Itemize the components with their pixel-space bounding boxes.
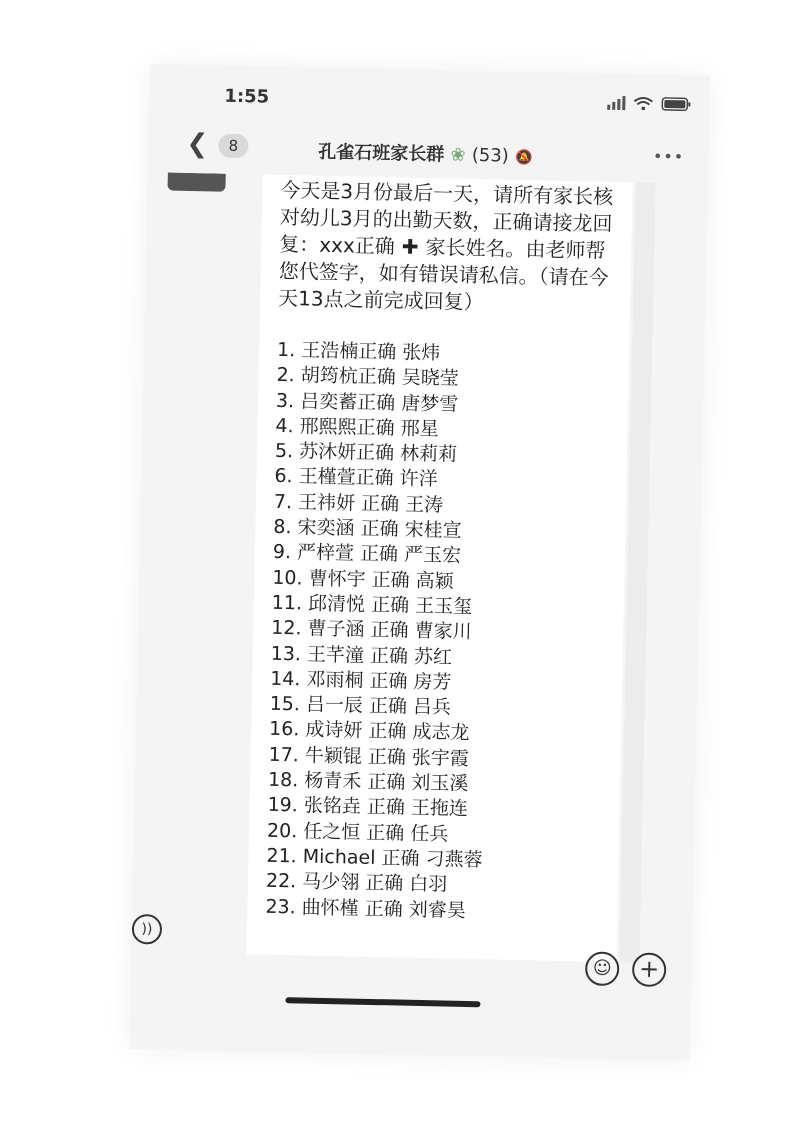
- signal-icon: [607, 96, 625, 110]
- avatar[interactable]: [167, 173, 225, 192]
- phone-screen: [129, 64, 710, 1061]
- list-item: 8. 宋奕涵 正确 宋桂宣: [273, 515, 462, 542]
- list-item: 20. 任之恒 正确 任兵: [266, 819, 449, 846]
- voice-icon[interactable]: )): [132, 914, 163, 945]
- list-item: 1. 王浩楠正确 张炜: [276, 338, 441, 365]
- list-item: 9. 严梓萱 正确 严玉宏: [272, 541, 462, 568]
- group-name: 孔雀石班家长群: [318, 141, 445, 166]
- list-item: 16. 成诗妍 正确 成志龙: [268, 718, 470, 745]
- plus-emoji-icon: ✚: [394, 234, 426, 259]
- unread-count-badge[interactable]: 8: [218, 134, 248, 159]
- list-item: 5. 苏沐妍正确 林莉莉: [274, 440, 458, 466]
- home-indicator[interactable]: [285, 997, 480, 1007]
- announcement-part-1: 今天是3月份最后一天，请所有家长核对幼儿3月的出勤天数，正确请接龙回复：xxx正确: [279, 177, 614, 259]
- list-item: 3. 吕奕蓄正确 唐梦雪: [275, 389, 459, 416]
- smiley-icon[interactable]: ☺: [585, 951, 620, 986]
- wifi-icon: [633, 96, 653, 110]
- input-bar: [131, 914, 692, 986]
- system-icons: [607, 96, 691, 112]
- list-item: 2. 胡筠杭正确 吴晓莹: [276, 364, 459, 390]
- clover-icon: ❀: [450, 144, 466, 166]
- list-item: 19. 张铭垚 正确 王拖连: [267, 794, 469, 821]
- announcement-text: [278, 177, 615, 319]
- list-item: 12. 曹子涵 正确 曹家川: [271, 617, 472, 644]
- message-bubble[interactable]: [246, 175, 632, 963]
- list-item: 18. 杨青禾 正确 刘玉溪: [267, 768, 469, 796]
- list-item: 6. 王槿萱正确 许洋: [274, 465, 438, 491]
- plus-circle-icon[interactable]: +: [632, 952, 667, 987]
- chat-title: [318, 138, 533, 168]
- list-item: 21. Michael 正确 刁燕蓉: [266, 844, 483, 872]
- member-count: (53): [471, 144, 510, 167]
- list-item: 14. 邓雨桐 正确 房芳: [269, 667, 452, 694]
- list-item: 22. 马少翎 正确 白羽: [265, 869, 448, 896]
- battery-icon: [661, 97, 691, 112]
- list-item: 15. 吕一辰 正确 吕兵: [269, 692, 452, 719]
- list-item: 11. 邱清悦 正确 王玉玺: [271, 591, 473, 618]
- status-time: 1:55: [224, 85, 270, 108]
- list-item: 4. 邢熙熙正确 邢星: [275, 414, 439, 441]
- bell-slash-icon: 🔕: [514, 149, 533, 167]
- message-list[interactable]: [151, 173, 677, 964]
- chevron-left-icon[interactable]: ❮: [186, 128, 209, 160]
- list-item: 17. 牛颖锟 正确 张宇霞: [268, 743, 470, 770]
- list-item: 7. 王祎妍 正确 王涛: [273, 490, 444, 517]
- announcement-part-2: 家长姓名。由老师帮您代签字，如有错误请私信。（请在今天13点之前完成回复）: [277, 234, 609, 315]
- list-item: 13. 王芊潼 正确 苏红: [270, 642, 453, 669]
- more-icon[interactable]: •••: [652, 146, 685, 167]
- list-item: 10. 曹怀宇 正确 高颖: [272, 566, 454, 593]
- list-item: 23. 曲怀槿 正确 刘睿昊: [265, 895, 466, 922]
- reply-list: [265, 338, 611, 927]
